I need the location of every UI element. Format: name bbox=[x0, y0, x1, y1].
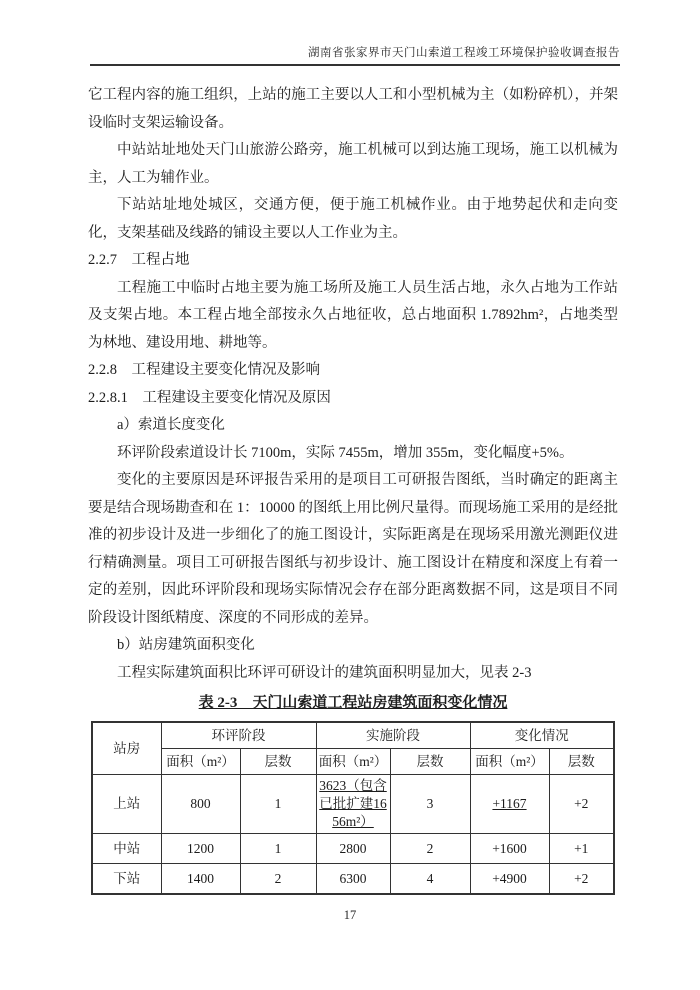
cell-change-floors: +2 bbox=[549, 775, 614, 834]
cell-station: 下站 bbox=[92, 864, 161, 895]
subheader-impl-floors: 层数 bbox=[390, 749, 470, 775]
table-row-lower-station bbox=[92, 864, 614, 895]
paragraph-change-reason: 变化的主要原因是环评报告采用的是项目工可研报告图纸，当时确定的距离主要是结合现场勘查和在 1：10000 的图纸上用比例尺量得。而现场施工采用的是经批准的初步设计及进一步细化了的施工图设计，实际距离是在现场采用激光测距仪进行精确测量。项目工可研报告图纸与初步设计、施工图设计在精度和深度上有着一定的差别，因此环评阶段和现场实际情况会存在部分距离数据不同，这是项目不同阶段设计图纸精度、深度的不同形成的差异。 bbox=[88, 472, 618, 626]
cell-eia-floors: 1 bbox=[240, 834, 316, 864]
paragraph-land-occupation: 工程施工中临时占地主要为施工场所及施工人员生活占地，永久占地为工作站及支架占地。本工程占地全部按永久占地征收，总占地面积 1.7892hm²，占地类型为林地、建设用地、耕地等。 bbox=[88, 279, 618, 351]
subheader-impl-area: 面积（m²） bbox=[316, 749, 390, 775]
cell-change-floors: +1 bbox=[549, 834, 614, 864]
table-row-upper-station bbox=[92, 775, 614, 834]
cell-change-area: +1600 bbox=[470, 834, 549, 864]
cell-change-area: +1167 bbox=[470, 775, 549, 834]
cell-station: 中站 bbox=[92, 834, 161, 864]
header-cell-change: 变化情况 bbox=[470, 722, 614, 749]
page-number: 17 bbox=[343, 908, 357, 922]
page-header bbox=[90, 44, 620, 66]
cell-change-floors: +2 bbox=[549, 864, 614, 895]
cell-impl-floors: 3 bbox=[390, 775, 470, 834]
subheader-change-floors: 层数 bbox=[549, 749, 614, 775]
cell-eia-floors: 1 bbox=[240, 775, 316, 834]
header-title: 湖南省张家界市天门山索道工程竣工环境保护验收调查报告 bbox=[308, 47, 620, 59]
section-heading-2-2-8-1: 2.2.8.1 工程建设主要变化情况及原因 bbox=[88, 389, 331, 406]
section-heading-2-2-8: 2.2.8 工程建设主要变化情况及影响 bbox=[88, 362, 320, 378]
paragraph-building-area: 工程实际建筑面积比环评可研设计的建筑面积明显加大，见表 2-3 bbox=[117, 664, 532, 681]
cell-station: 上站 bbox=[92, 775, 161, 834]
cell-impl-floors: 2 bbox=[390, 834, 470, 864]
subheader-eia-area: 面积（m²） bbox=[161, 749, 240, 775]
table-header-row-subs bbox=[92, 749, 614, 775]
header-cell-eia-stage: 环评阶段 bbox=[161, 722, 316, 749]
cell-impl-area: 2800 bbox=[316, 834, 390, 864]
paragraph-lower-station: 下站站址地处城区，交通方便，便于施工机械作业。由于地势起伏和走向变化，支架基础及线路的铺设主要以人工作业为主。 bbox=[88, 197, 618, 241]
header-cell-impl-stage: 实施阶段 bbox=[316, 722, 470, 749]
table-title bbox=[88, 690, 618, 716]
subheader-eia-floors: 层数 bbox=[240, 749, 316, 775]
subitem-a-heading: a）索道长度变化 bbox=[117, 417, 225, 433]
cell-eia-area: 1400 bbox=[161, 864, 240, 895]
subitem-b-heading: b）站房建筑面积变化 bbox=[117, 637, 255, 653]
station-area-table bbox=[91, 721, 615, 895]
paragraph-mid-station: 中站站址地处天门山旅游公路旁，施工机械可以到达施工现场，施工以机械为主，人工为辅作业。 bbox=[88, 142, 618, 186]
table-row-middle-station bbox=[92, 834, 614, 864]
paragraph-construction-org: 它工程内容的施工组织，上站的施工主要以人工和小型机械为主（如粉碎机），并架设临时支架运输设备。 bbox=[88, 87, 618, 131]
table-title-text: 表 2-3 天门山索道工程站房建筑面积变化情况 bbox=[198, 695, 508, 711]
cell-impl-area: 6300 bbox=[316, 864, 390, 895]
cell-change-area: +4900 bbox=[470, 864, 549, 895]
section-heading-2-2-7: 2.2.7 工程占地 bbox=[88, 252, 190, 268]
document-body bbox=[88, 82, 618, 895]
cell-eia-area: 800 bbox=[161, 775, 240, 834]
table-header-row-groups bbox=[92, 722, 614, 749]
header-cell-station: 站房 bbox=[92, 722, 161, 775]
paragraph-cableway-length: 环评阶段索道设计长 7100m，实际 7455m，增加 355m，变化幅度+5%。 bbox=[117, 444, 574, 461]
cell-impl-area: 3623（包含已批扩建1656m²） bbox=[316, 775, 390, 834]
subheader-change-area: 面积（m²） bbox=[470, 749, 549, 775]
cell-impl-floors: 4 bbox=[390, 864, 470, 895]
cell-eia-area: 1200 bbox=[161, 834, 240, 864]
cell-eia-floors: 2 bbox=[240, 864, 316, 895]
